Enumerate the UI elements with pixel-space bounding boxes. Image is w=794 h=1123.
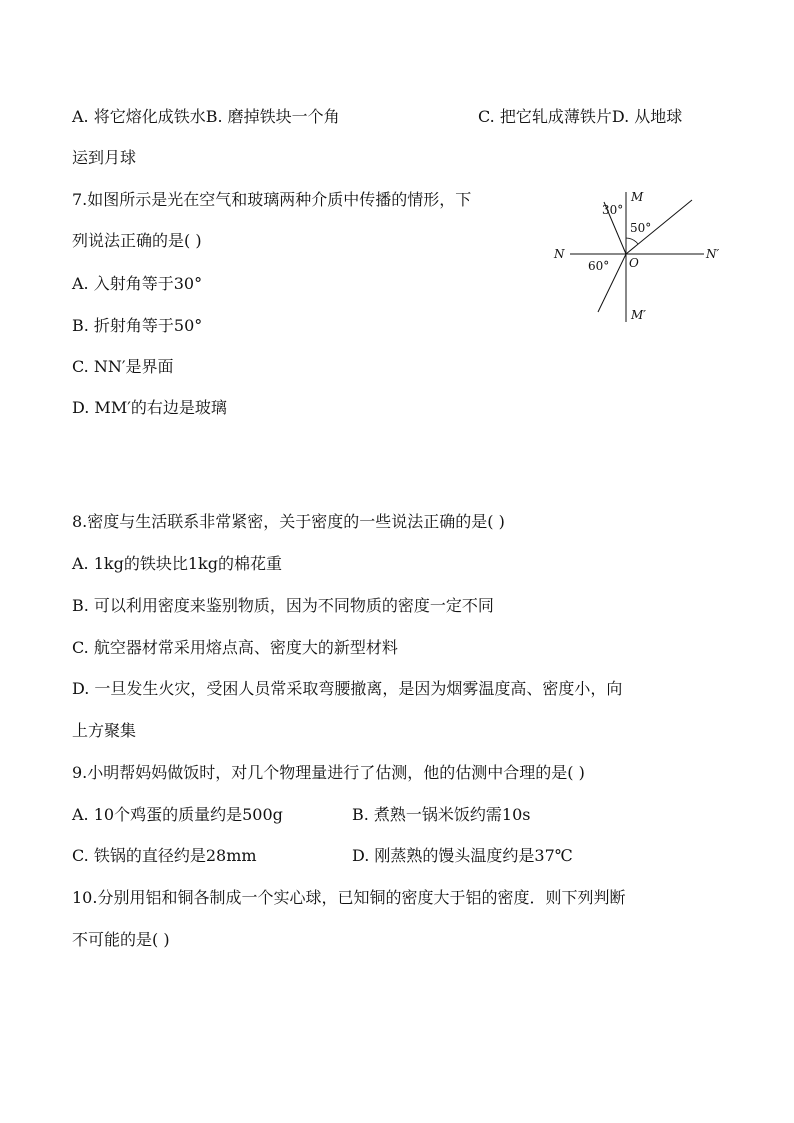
- q9-option-d: D. 刚蒸熟的馒头温度约是37℃: [352, 846, 573, 865]
- q7-stem-line1: 7.如图所示是光在空气和玻璃两种介质中传播的情形，下: [72, 190, 472, 209]
- q8-option-c: C. 航空器材常采用熔点高、密度大的新型材料: [72, 638, 398, 657]
- q10-stem-line2: 不可能的是( ): [72, 930, 170, 949]
- q7-stem-line2: 列说法正确的是( ): [72, 231, 202, 250]
- q8-stem: 8.密度与生活联系非常紧密，关于密度的一些说法正确的是( ): [72, 512, 505, 531]
- q8-option-a: A. 1kg的铁块比1kg的棉花重: [72, 554, 282, 573]
- q7-option-c: C. NN′是界面: [72, 357, 174, 376]
- q8-option-b: B. 可以利用密度来鉴别物质，因为不同物质的密度一定不同: [72, 596, 494, 615]
- q9-option-a: A. 10个鸡蛋的质量约是500g: [72, 805, 283, 824]
- q7-option-d: D. MM′的右边是玻璃: [72, 398, 227, 417]
- q7-option-a: A. 入射角等于30°: [72, 274, 203, 293]
- refraction-diagram: [548, 188, 728, 328]
- q6-options-ab: A. 将它熔化成铁水B. 磨掉铁块一个角: [72, 107, 340, 126]
- q9-option-b: B. 煮熟一锅米饭约需10s: [352, 805, 531, 824]
- q8-option-d-line2: 上方聚集: [72, 721, 137, 740]
- q7-option-b: B. 折射角等于50°: [72, 316, 203, 335]
- angle-label-30: 30°: [602, 203, 624, 217]
- q9-stem: 9.小明帮妈妈做饭时，对几个物理量进行了估测，他的估测中合理的是( ): [72, 763, 585, 782]
- label-m-prime: M′: [631, 308, 647, 322]
- label-o: O: [629, 256, 639, 270]
- q8-option-d-line1: D. 一旦发生火灾，受困人员常采取弯腰撤离，是因为烟雾温度高、密度小，向: [72, 679, 623, 698]
- q6-options-cd: C. 把它轧成薄铁片D. 从地球: [478, 107, 683, 126]
- q6-option-d-cont: 运到月球: [72, 148, 137, 167]
- angle-label-50: 50°: [630, 221, 652, 235]
- q9-option-c: C. 铁锅的直径约是28mm: [72, 846, 257, 865]
- angle-label-60: 60°: [588, 259, 610, 273]
- q10-stem-line1: 10.分别用铝和铜各制成一个实心球，已知铜的密度大于铝的密度．则下列判断: [72, 888, 626, 907]
- angle-arc: [626, 238, 638, 244]
- label-m: M: [631, 190, 644, 204]
- label-n: N: [554, 247, 565, 261]
- label-n-prime: N′: [706, 247, 720, 261]
